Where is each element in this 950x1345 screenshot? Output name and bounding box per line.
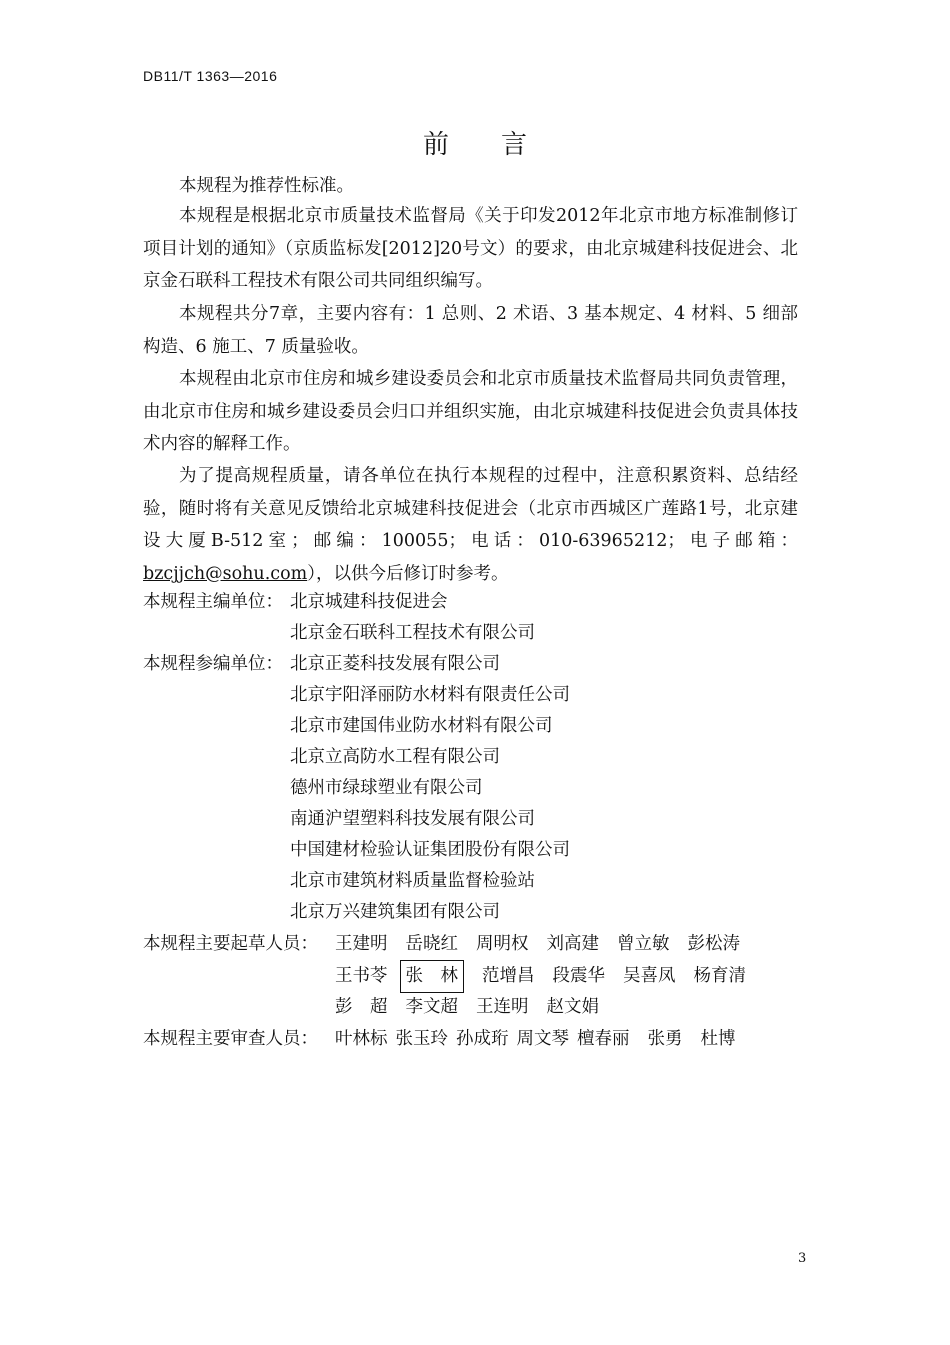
paragraph-3: 本规程共分7章，主要内容有：1 总则、2 术语、3 基本规定、4 材料、5 细部构造、6 施工、7 质量验收。 <box>143 304 798 357</box>
paragraph-2: 本规程是根据北京市质量技术监督局《关于印发2012年北京市地方标准制修订项目计划的通知》（京质监标发[2012]20号文）的要求，由北京城建科技促进会、北京金石联科工程技术有限公司共同组织编写。 <box>143 206 798 291</box>
participating-unit-item: 南通沪望塑料科技发展有限公司 <box>290 809 535 829</box>
reviewer-name: 周文琴 <box>516 1029 569 1049</box>
drafters-row <box>335 960 764 993</box>
drafter-name: 彭 超 <box>335 997 388 1017</box>
reviewers-row <box>335 1024 754 1055</box>
participating-units-label: 本规程参编单位： <box>143 654 283 674</box>
drafter-name: 王书苓 <box>335 966 388 986</box>
chief-units-label: 本规程主编单位： <box>143 592 283 612</box>
drafter-name: 段震华 <box>552 966 605 986</box>
drafter-name: 范增昌 <box>482 966 535 986</box>
participating-unit-item: 北京万兴建筑集团有限公司 <box>290 902 500 922</box>
participating-unit-item: 北京市建筑材料质量监督检验站 <box>290 871 535 891</box>
drafter-name: 吴喜凤 <box>623 966 676 986</box>
drafter-name: 刘高建 <box>546 934 599 954</box>
drafter-name: 杨育清 <box>693 966 746 986</box>
chief-unit-item: 北京城建科技促进会 <box>290 592 448 612</box>
drafter-name: 王连明 <box>476 997 529 1017</box>
reviewer-name: 杜博 <box>700 1029 736 1049</box>
paragraph-5-text: 为了提高规程质量，请各单位在执行本规程的过程中，注意积累资料、总结经验，随时将有关意见反馈给北京城建科技促进会（北京市西城区广莲路1号，北京建设大厦B-512室；邮编：100055；电话：010-63965212；电子邮箱： <box>143 466 798 551</box>
drafters-row <box>335 992 617 1023</box>
drafter-name: 彭松涛 <box>687 934 740 954</box>
paragraph-1: 本规程为推荐性标准。 <box>179 176 354 196</box>
reviewer-name: 孙成珩 <box>456 1029 509 1049</box>
drafter-name-highlighted: 张 林 <box>400 960 465 993</box>
email-link[interactable]: bzcjjch@sohu.com <box>143 563 308 584</box>
participating-unit-item: 北京立高防水工程有限公司 <box>290 747 500 767</box>
document-code: DB11/T 1363—2016 <box>143 68 278 84</box>
participating-unit-item: 德州市绿球塑业有限公司 <box>290 778 483 798</box>
reviewer-name: 张玉玲 <box>395 1029 448 1049</box>
reviewer-name: 叶林标 <box>335 1029 388 1049</box>
participating-unit-item: 北京市建国伟业防水材料有限公司 <box>290 716 553 736</box>
chief-unit-item: 北京金石联科工程技术有限公司 <box>290 623 535 643</box>
drafter-name: 岳晓红 <box>405 934 458 954</box>
drafter-name: 赵文娟 <box>546 997 599 1017</box>
reviewer-name: 檀春丽 <box>577 1029 630 1049</box>
participating-unit-item: 中国建材检验认证集团股份有限公司 <box>290 840 570 860</box>
drafter-name: 李文超 <box>405 997 458 1017</box>
paragraph-5-suffix: ），以供今后修订时参考。 <box>307 563 509 584</box>
page-number: 3 <box>798 1251 807 1266</box>
drafter-name: 曾立敏 <box>617 934 670 954</box>
drafter-name: 周明权 <box>476 934 529 954</box>
page-title: 前言 <box>422 130 579 160</box>
drafter-name: 王建明 <box>335 934 388 954</box>
reviewers-label: 本规程主要审查人员： <box>143 1029 318 1049</box>
drafters-row <box>335 929 758 960</box>
participating-unit-item: 北京正菱科技发展有限公司 <box>290 654 500 674</box>
drafters-label: 本规程主要起草人员： <box>143 934 318 954</box>
paragraph-5 <box>143 460 798 590</box>
participating-unit-item: 北京宇阳泽丽防水材料有限责任公司 <box>290 685 570 705</box>
paragraph-4: 本规程由北京市住房和城乡建设委员会和北京市质量技术监督局共同负责管理，由北京市住房和城乡建设委员会归口并组织实施，由北京城建科技促进会负责具体技术内容的解释工作。 <box>143 369 798 454</box>
reviewer-name: 张勇 <box>647 1029 683 1049</box>
